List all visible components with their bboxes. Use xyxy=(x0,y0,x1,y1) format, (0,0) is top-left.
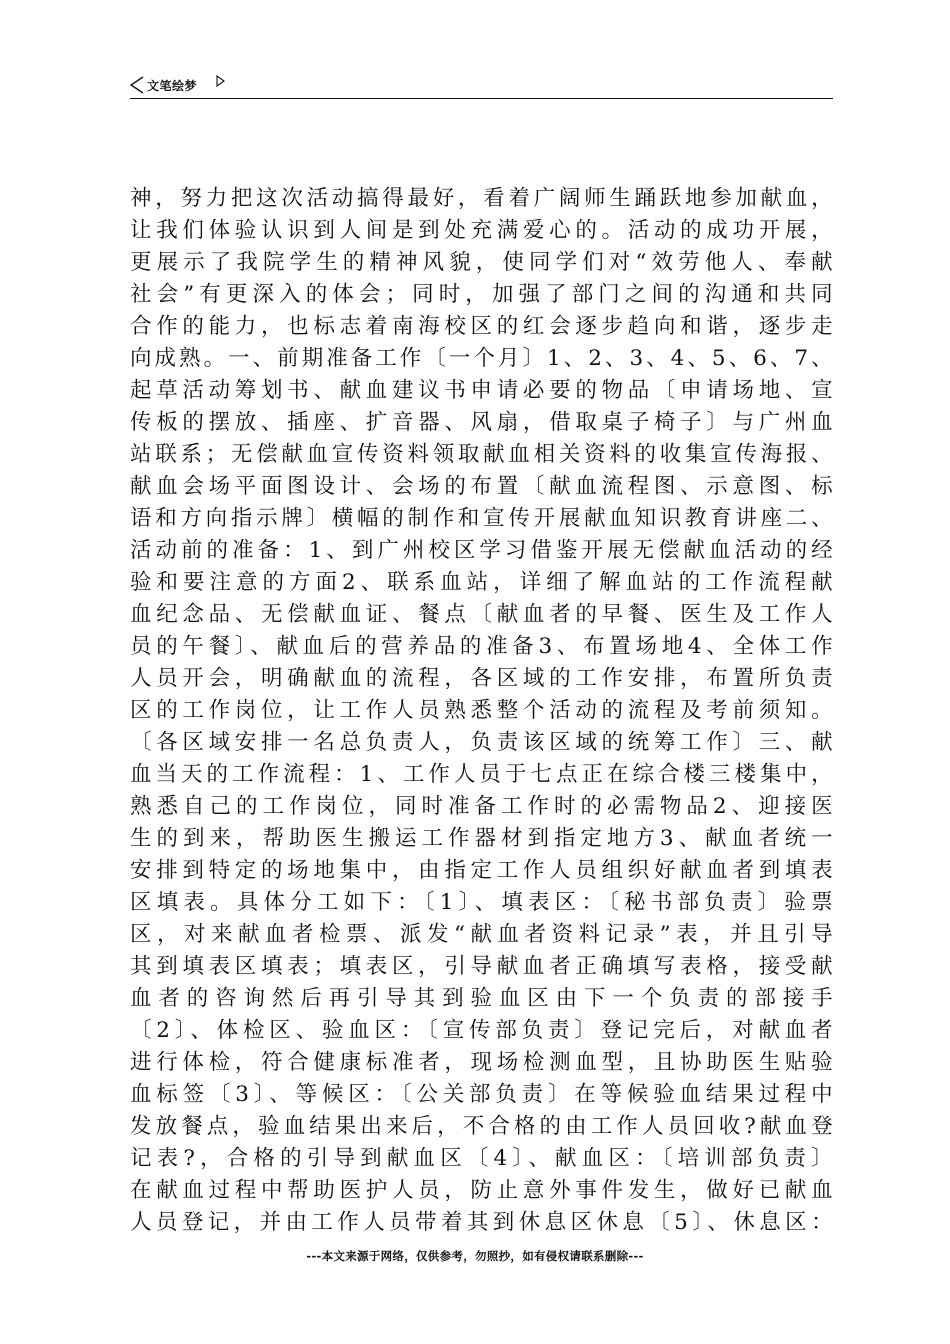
text-line: 合作的能力，也标志着南海校区的红会逐步趋向和谐，逐步走 xyxy=(130,314,833,339)
text-line: 血者的咨询然后再引导其到验血区由下一个负责的部接手 xyxy=(130,986,833,1011)
page-header xyxy=(130,72,833,99)
left-triangle-icon xyxy=(130,76,144,94)
text-line: 语和方向指示牌〕横幅的制作和宣传开展献血知识教育讲座二、 xyxy=(130,506,833,531)
text-line: 生的到来，帮助医生搬运工作器材到指定地方3、献血者统一 xyxy=(130,826,833,851)
text-line: 更展示了我院学生的精神风貌，使同学们对“效劳他人、奉献 xyxy=(130,250,833,275)
text-line: 进行体检，符合健康标准者，现场检测血型，且协助医生贴验 xyxy=(130,1050,833,1075)
text-line: 活动前的准备：1、到广州校区学习借鉴开展无偿献血活动的经 xyxy=(130,538,833,563)
body-text xyxy=(130,183,833,1239)
text-line: 人员登记，并由工作人员带着其到休息区休息〔5〕、休息区： xyxy=(130,1210,833,1235)
text-line: 发放餐点，验血结果出来后，不合格的由工作人员回收?献血登 xyxy=(130,1114,833,1139)
text-line: 社会”有更深入的体会；同时，加强了部门之间的沟通和共同 xyxy=(130,282,833,307)
text-line: 区填表。具体分工如下：〔1〕、填表区：〔秘书部负责〕验票 xyxy=(130,890,833,915)
text-line: 站联系；无偿献血宣传资料领取献血相关资料的收集宣传海报、 xyxy=(130,442,833,467)
text-line: 血标签〔3〕、等候区：〔公关部负责〕在等候验血结果过程中 xyxy=(130,1082,833,1107)
text-line: 〔各区域安排一名总负责人，负责该区域的统筹工作〕三、献 xyxy=(130,730,833,755)
text-line: 起草活动筹划书、献血建议书申请必要的物品〔申请场地、宣 xyxy=(130,378,833,403)
text-line: 血纪念品、无偿献血证、餐点〔献血者的早餐、医生及工作人 xyxy=(130,602,833,627)
text-line: 验和要注意的方面2、联系血站，详细了解血站的工作流程献 xyxy=(130,570,833,595)
text-line: 传板的摆放、插座、扩音器、风扇，借取桌子椅子〕与广州血 xyxy=(130,410,833,435)
text-line: 神，努力把这次活动搞得最好，看着广阔师生踊跃地参加献血， xyxy=(130,186,833,211)
text-line: 员的午餐〕、献血后的营养品的准备3、布置场地4、全体工作 xyxy=(130,634,833,659)
text-line: 在献血过程中帮助医护人员，防止意外事件发生，做好已献血 xyxy=(130,1178,833,1203)
text-line: 让我们体验认识到人间是到处充满爱心的。活动的成功开展， xyxy=(130,218,833,243)
text-line: 人员开会，明确献血的流程，各区域的工作安排，布置所负责 xyxy=(130,666,833,691)
text-line: 血当天的工作流程：1、工作人员于七点正在综合楼三楼集中， xyxy=(130,762,833,787)
right-triangle-icon xyxy=(216,75,225,87)
text-line: 记表?，合格的引导到献血区〔4〕、献血区：〔培训部负责〕 xyxy=(130,1146,833,1171)
page-footer: ---本文来源于网络，仅供参考，勿照抄，如有侵权请联系删除--- xyxy=(306,1249,644,1263)
text-line: 区的工作岗位，让工作人员熟悉整个活动的流程及考前须知。 xyxy=(130,698,833,723)
text-line: 安排到特定的场地集中，由指定工作人员组织好献血者到填表 xyxy=(130,858,833,883)
text-line: 〔2〕、体检区、验血区：〔宣传部负责〕登记完后，对献血者 xyxy=(130,1018,833,1043)
text-line: 献血会场平面图设计、会场的布置〔献血流程图、示意图、标 xyxy=(130,474,833,499)
text-line: 其到填表区填表；填表区，引导献血者正确填写表格，接受献 xyxy=(130,954,833,979)
text-line: 区，对来献血者检票、派发“献血者资料记录”表，并且引导 xyxy=(130,922,833,947)
header-title: 文笔绘梦 xyxy=(147,79,198,93)
text-line: 熟悉自己的工作岗位，同时准备工作时的必需物品2、迎接医 xyxy=(130,794,833,819)
text-line: 向成熟。一、前期准备工作〔一个月〕1、2、3、4、5、6、7、 xyxy=(130,346,833,371)
